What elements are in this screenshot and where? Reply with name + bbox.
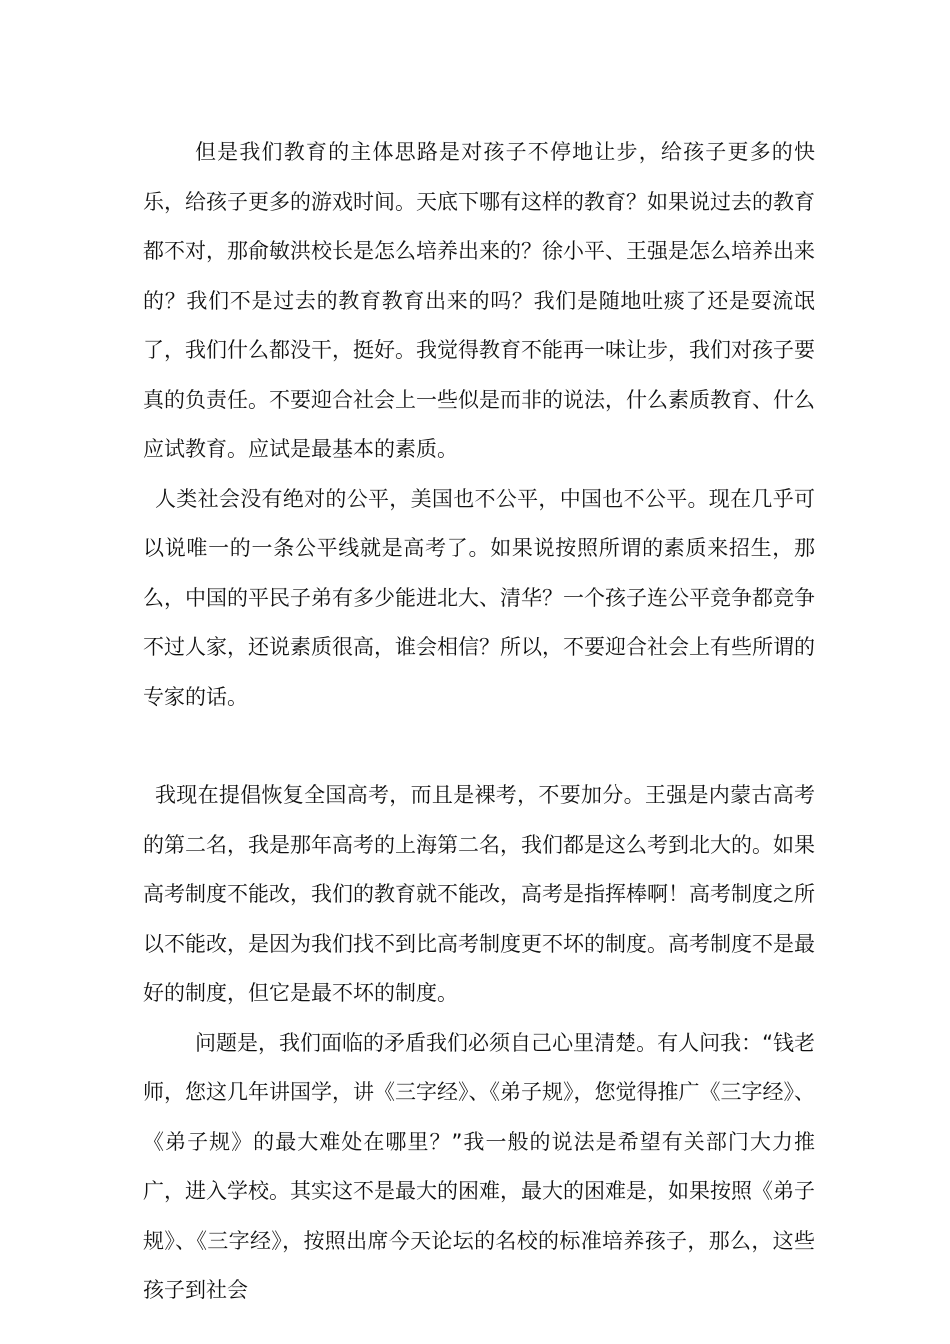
paragraph-4: 问题是，我们面临的矛盾我们必须自己心里清楚。有人问我：“钱老师，您这几年讲国学，讲《三字经》、《弟子规》，您觉得推广《三字经》、《弟子规》的最大难处在哪里？”我一般的说法是希望有关部门大力推广，进入学校。其实这不是最大的困难，最大的困难是，如果按照《弟子规》、《三字经》，按照出席今天论坛的名校的标准培养孩子，那么，这些孩子到社会: [143, 1030, 815, 1302]
document-body: [143, 128, 815, 1316]
paragraph-gap: [143, 722, 815, 771]
paragraph-1: 但是我们教育的主体思路是对孩子不停地让步，给孩子更多的快乐，给孩子更多的游戏时间。天底下哪有这样的教育？如果说过去的教育都不对，那俞敏洪校长是怎么培养出来的？徐小平、王强是怎么培养出来的？我们不是过去的教育教育出来的吗？我们是随地吐痰了还是耍流氓了，我们什么都没干，挺好。我觉得教育不能再一味让步，我们对孩子要真的负责任。不要迎合社会上一些似是而非的说法，什么素质教育、什么应试教育。应试是最基本的素质。: [143, 140, 815, 461]
paragraph-2: 人类社会没有绝对的公平，美国也不公平，中国也不公平。现在几乎可以说唯一的一条公平线就是高考了。如果说按照所谓的素质来招生，那么，中国的平民子弟有多少能进北大、清华？一个孩子连公平竞争都竞争不过人家，还说素质很高，谁会相信？所以，不要迎合社会上有些所谓的专家的话。: [143, 486, 815, 709]
paragraph-3: 我现在提倡恢复全国高考，而且是裸考，不要加分。王强是内蒙古高考的第二名，我是那年高考的上海第二名，我们都是这么考到北大的。如果高考制度不能改，我们的教育就不能改，高考是指挥棒啊！高考制度之所以不能改，是因为我们找不到比高考制度更不坏的制度。高考制度不是最好的制度，但它是最不坏的制度。: [143, 783, 815, 1005]
